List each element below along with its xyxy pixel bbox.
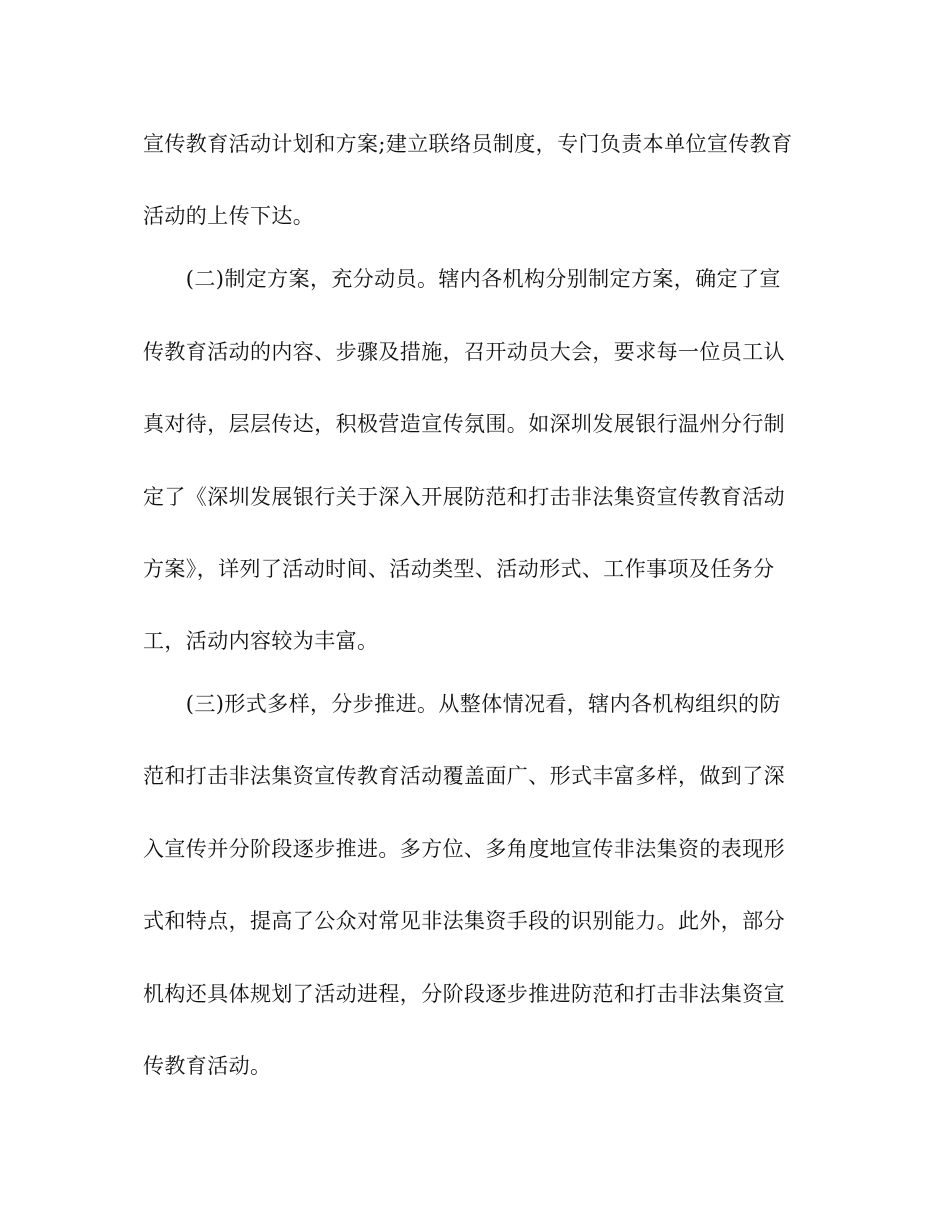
text-line: 传教育活动。 (143, 1054, 272, 1078)
text-line: 定了《深圳发展银行关于深入开展防范和打击非法集资宣传教育活动 (143, 485, 785, 509)
text-line: 传教育活动的内容、步骤及措施，召开动员大会，要求每一位员工认 (143, 340, 785, 364)
text-line: 入宣传并分阶段逐步推进。多方位、多角度地宣传非法集资的表现形 (143, 837, 785, 861)
text-line: 宣传教育活动计划和方案;建立联络员制度，专门负责本单位宣传教育 (143, 132, 793, 156)
text-line: 范和打击非法集资宣传教育活动覆盖面广、形式丰富多样，做到了深 (143, 764, 785, 788)
text-line: 方案》，详列了活动时间、活动类型、活动形式、工作事项及任务分 (143, 557, 775, 581)
text-line: 式和特点，提高了公众对常见非法集资手段的识别能力。此外，部分 (143, 909, 785, 933)
paragraph-3-first-line: (三)形式多样，分步推进。从整体情况看，辖内各机构组织的防 (143, 692, 781, 716)
text-line: 机构还具体规划了活动进程，分阶段逐步推进防范和打击非法集资宣 (143, 982, 785, 1006)
text-line: 活动的上传下达。 (143, 204, 315, 228)
text-line: 工，活动内容较为丰富。 (143, 629, 379, 653)
text-line: 真对待，层层传达，积极营造宣传氛围。如深圳发展银行温州分行制 (143, 412, 785, 436)
paragraph-2-first-line: (二)制定方案，充分动员。辖内各机构分别制定方案，确定了宣 (143, 267, 781, 291)
